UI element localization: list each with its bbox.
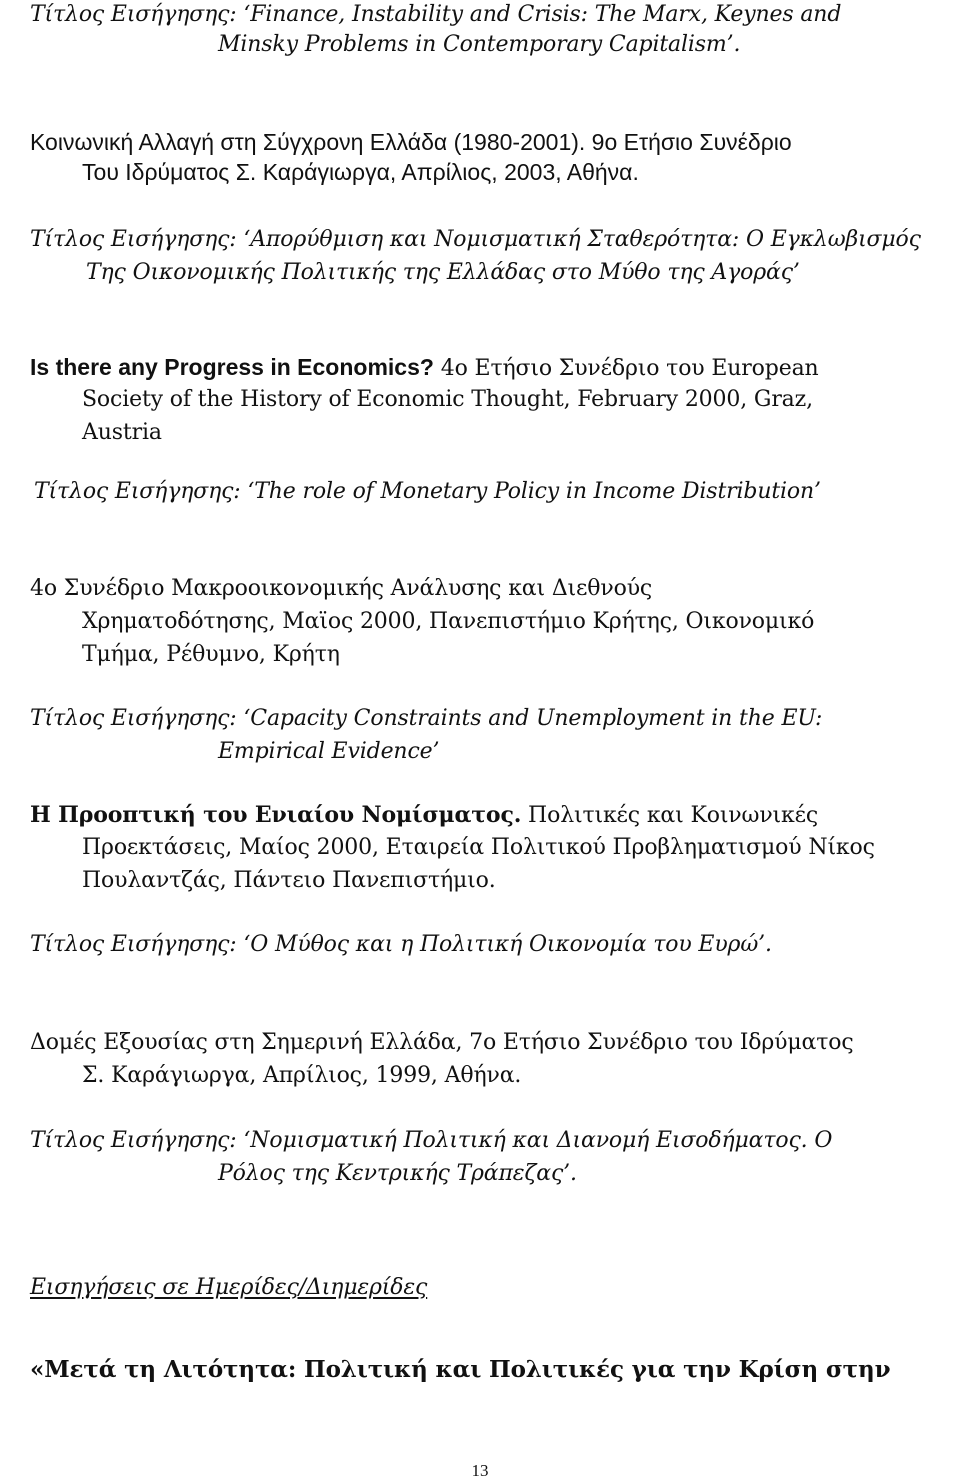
entry-line: Τίτλος Εισήγησης: ‘Capacity Constraints and Unemployment in the EU: <box>30 706 823 731</box>
page-number: 13 <box>471 1461 489 1480</box>
entry-line <box>30 800 818 831</box>
entry-line: «Μετά τη Λιτότητα: Πολιτική και Πολιτικές για την Κρίση στην <box>30 1356 891 1383</box>
entry-line: Του Ιδρύματος Σ. Καράγιωργα, Απρίλιος, 2003, Αθήνα. <box>82 159 639 185</box>
entry-line: Minsky Problems in Contemporary Capitalism’. <box>218 32 741 57</box>
entry-line: Τίτλος Εισήγησης: ‘Ο Μύθος και η Πολιτική Οικονομία του Ευρώ’. <box>30 932 772 957</box>
entry-line: Τίτλος Εισήγησης: ‘Νομισματική Πολιτική και Διανομή Εισοδήματος. Ο <box>30 1128 833 1153</box>
entry-line: Τίτλος Εισήγησης: ‘Απορύθμιση και Νομισματική Σταθερότητα: Ο Εγκλωβισμός <box>30 227 921 252</box>
entry-line: Τμήμα, Ρέθυμνο, Κρήτη <box>82 642 340 667</box>
entry-line: Τίτλος Εισήγησης: ‘The role of Monetary Policy in Income Distribution’ <box>34 479 821 504</box>
entry-line-rest: 4ο Ετήσιο Συνέδριο του European <box>433 356 819 381</box>
entry-line: Της Οικονομικής Πολιτικής της Ελλάδας στο Μύθο της Αγοράς’ <box>86 260 800 285</box>
entry-line: Κοινωνική Αλλαγή στη Σύγχρονη Ελλάδα (1980-2001). 9ο Ετήσιο Συνέδριο <box>30 129 792 155</box>
entry-line: Τίτλος Εισήγησης: ‘Finance, Instability and Crisis: The Marx, Keynes and <box>30 2 842 27</box>
entry-line: Χρηματοδότησης, Μαϊος 2000, Πανεπιστήμιο Κρήτης, Οικονομικό <box>82 609 815 634</box>
entry-line-rest: Πολιτικές και Κοινωνικές <box>521 803 819 828</box>
entry-line <box>30 352 819 384</box>
conference-name: Η Προοπτική του Ενιαίου Νομίσματος. <box>30 802 522 828</box>
entry-line: Πουλαντζάς, Πάντειο Πανεπιστήμιο. <box>82 868 496 893</box>
section-heading-text: Εισηγήσεις σε Ημερίδες/Διημερίδες <box>30 1275 428 1300</box>
entry-line: Austria <box>82 420 162 445</box>
entry-line: Empirical Evidence’ <box>218 739 440 764</box>
entry-line: 4ο Συνέδριο Μακροοικονομικής Ανάλυσης και Διεθνούς <box>30 576 653 601</box>
conference-name: Is there any Progress in Economics? <box>30 354 434 380</box>
entry-line: Society of the History of Economic Thought, February 2000, Graz, <box>82 387 813 412</box>
entry-line: Δομές Εξουσίας στη Σημερινή Ελλάδα, 7ο Ετήσιο Συνέδριο του Ιδρύματος <box>30 1030 854 1055</box>
entry-line: Σ. Καράγιωργα, Απρίλιος, 1999, Αθήνα. <box>82 1063 522 1088</box>
entry-line: Προεκτάσεις, Μαίος 2000, Εταιρεία Πολιτικού Προβληματισμού Νίκος <box>82 835 875 860</box>
entry-line: Ρόλος της Κεντρικής Τράπεζας’. <box>218 1161 577 1186</box>
